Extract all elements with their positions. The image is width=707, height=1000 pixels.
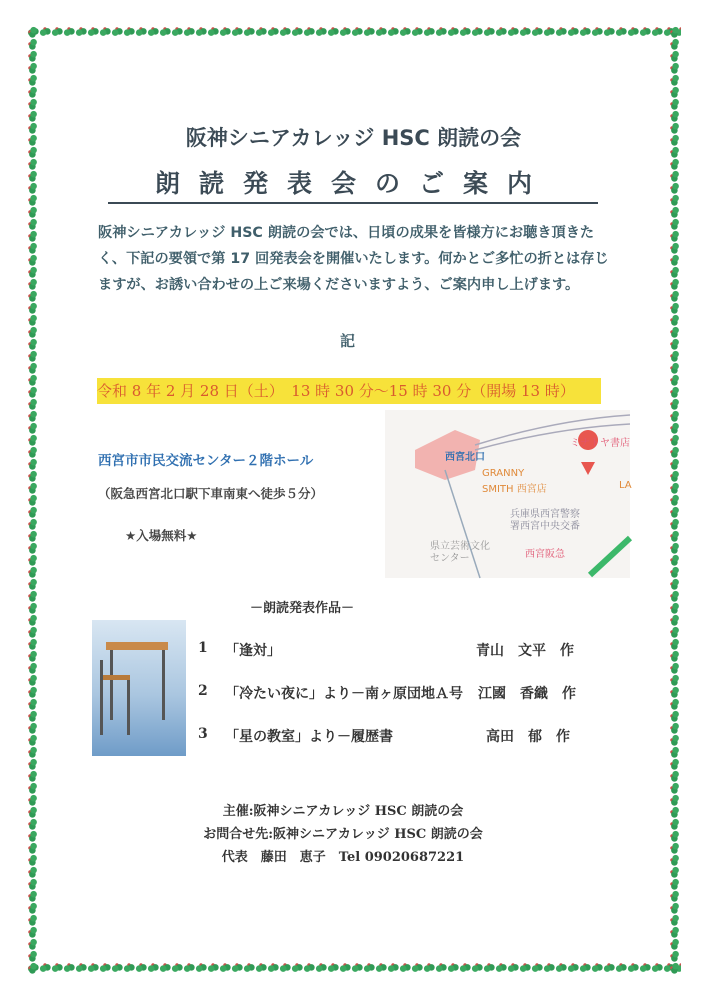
contact: お問合せ先:阪神シニアカレッジ HSC 朗読の会 [203,827,483,842]
work-title: 「逢対」 [225,643,281,659]
map-label: 署西宮中央交番 [510,521,580,532]
work-author: 高田 郁 作 [486,729,570,745]
map-label: ミナトヤ書店 [570,438,630,449]
map-label: 兵庫県西宮警察 [510,509,580,520]
intro-paragraph: 阪神シニアカレッジ HSC 朗読の会では、日頃の成果を皆様方にお聴き頂きたく、下記の要領で第 17 回発表会を開催いたします。何かとご多忙の折とは存じますが、お誘い合わせの上ご来場くださいますよう、ご案内申し上げます。 [98,225,609,293]
desk-illustration [92,620,186,756]
work-title: 「星の教室」より－履歴書 [225,729,393,745]
green-road [590,538,630,575]
holly-border-bottom [27,962,681,974]
map-label: 西宮阪急 [525,549,565,560]
work-author: 江國 香織 作 [478,686,576,702]
venue: 西宮市市民交流センター２階ホール [98,453,314,469]
map-label: センター [430,553,470,564]
location-map [385,410,630,578]
admission-info: ★入場無料★ [125,528,198,543]
work-number: 2 [198,683,208,699]
map-label: GRANNY [482,468,525,479]
work-number: 1 [198,640,208,656]
work-number: 3 [198,726,208,742]
works-heading: －朗読発表作品－ [250,601,355,616]
event-datetime: 令和 8 年 2 月 28 日（土） 13 時 30 分～15 時 30 分（開場 13 時） [97,378,601,404]
organizer: 主催:阪神シニアカレッジ HSC 朗読の会 [222,804,464,819]
map-label: SMITH 西宮店 [482,484,547,495]
holly-border-top [27,26,681,38]
access-info: （阪急西宮北口駅下車南東へ徒歩５分） [98,486,324,501]
organization-title: 阪神シニアカレッジ HSC 朗読の会 [185,126,522,150]
map-station-label: 西宮北口 [445,452,485,463]
representative: 代表 藤田 恵子 Tel 09020687221 [221,850,465,865]
work-title: 「冷たい夜に」より－南ヶ原団地Ａ号 [225,686,463,702]
map-label: 県立芸術文化 [430,541,490,552]
map-label: LA [619,480,632,491]
work-author: 青山 文平 作 [476,643,574,659]
page-title: 朗読発表会のご案内 [108,164,598,204]
ki-heading: 記 [340,332,356,350]
classroom-desk-image [92,620,186,756]
